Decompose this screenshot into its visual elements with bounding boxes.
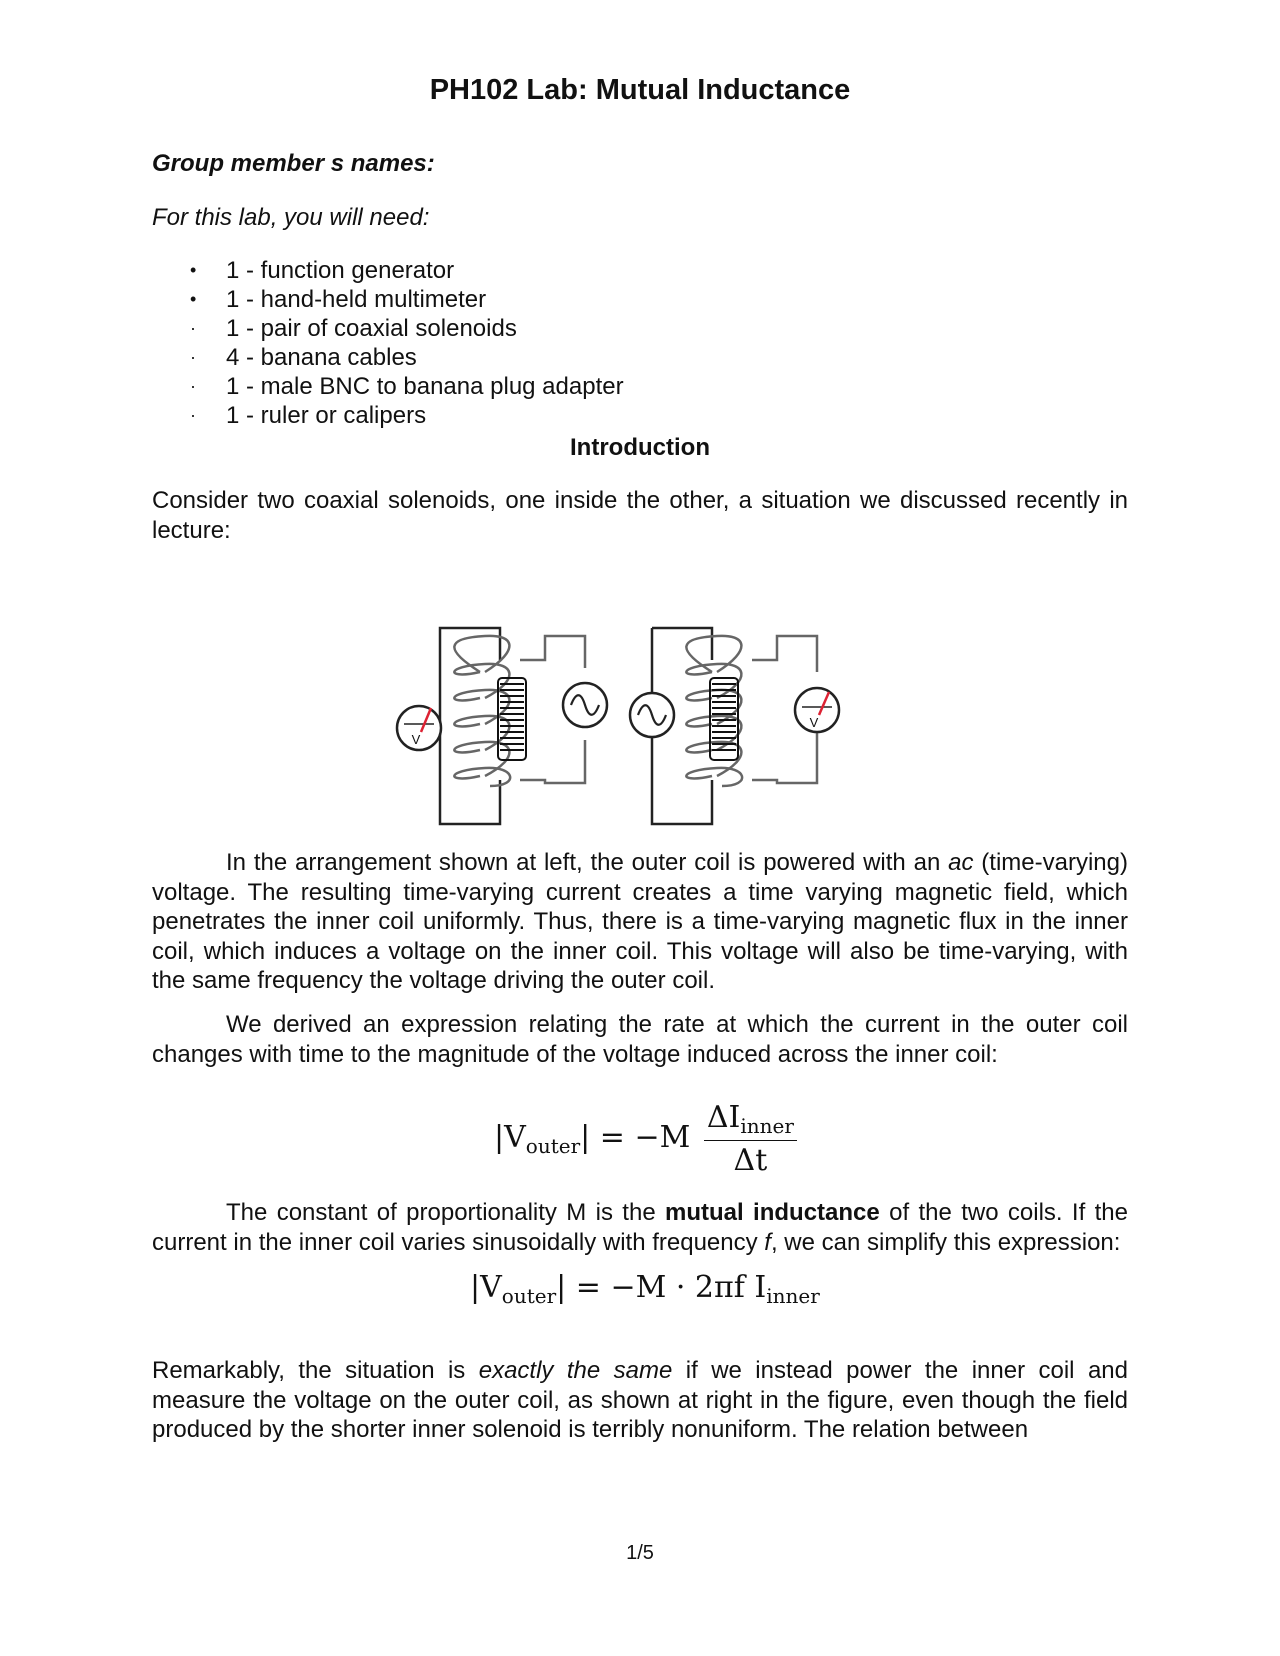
meter-lead-top (440, 628, 500, 727)
coaxial-solenoids-figure (380, 620, 900, 830)
introduction-heading: Introduction (570, 434, 710, 461)
inner-coil (710, 678, 738, 760)
right-arrangement (630, 628, 839, 824)
list-item-text: 1 - ruler or calipers (226, 402, 427, 429)
bullet: · (190, 376, 196, 396)
list-item (186, 401, 624, 430)
bullet: · (190, 405, 196, 425)
page-number: 1/5 (626, 1542, 654, 1564)
intro-paragraph: Consider two coaxial solenoids, one inside the other, a situation we discussed recently in lecture: (152, 487, 1128, 544)
bullet: · (190, 318, 196, 338)
list-item (186, 256, 624, 285)
paragraph-remarkably: Remarkably, the situation is exactly the same if we instead power the inner coil and measure the voltage on the outer coil, as shown at right in the figure, even though the field produced by the shorter inner solenoid is terribly nonuniform. The relation between (152, 1357, 1128, 1443)
list-item (186, 372, 624, 401)
bullet: • (190, 260, 197, 280)
meter-label: V (809, 715, 819, 730)
fraction: $\frac{\Delta I_{inner}}{\Delta t}$ (704, 1100, 797, 1178)
list-item-text: 1 - hand-held multimeter (226, 286, 487, 313)
list-item-text: 1 - function generator (226, 257, 455, 284)
list-item (186, 285, 624, 314)
equipment-list (186, 256, 624, 430)
list-item (186, 343, 624, 372)
inner-coil (498, 678, 526, 760)
equipment-intro: For this lab, you will need: (152, 204, 430, 231)
list-item (186, 314, 624, 343)
list-item-text: 1 - male BNC to banana plug adapter (226, 373, 624, 400)
equation-sinusoidal: $|V_{outer}| = -M \cdot 2\pi f$ $I_{inner}$ (470, 1270, 820, 1308)
group-members-label: Group member s names: (152, 150, 435, 177)
paragraph-arrangement: In the arrangement shown at left, the outer coil is powered with an ac (time-varying) voltage. The resulting time-varying current creates a time varying magnetic field, which penetrates the inner coil uniformly. Thus, there is a time-varying magnetic flux in the inner coil, which induces a voltage on the inner coil. This voltage will also be time-varying, with the same frequency the voltage driving the outer coil. (152, 849, 1128, 994)
left-arrangement (397, 628, 607, 824)
list-item-text: 1 - pair of coaxial solenoids (226, 315, 517, 342)
list-item-text: 4 - banana cables (226, 344, 417, 371)
paragraph-derivation: We derived an expression relating the rate at which the current in the outer coil changes with time to the magnitude of the voltage induced across the inner coil: (152, 1011, 1128, 1068)
meter-label: V (411, 732, 421, 747)
equation-mutual-inductance: $|V_{outer}| = -M$ $\frac{\Delta I_{inner}}{\Delta t}$ (494, 1100, 797, 1178)
paragraph-constant: The constant of proportionality M is the mutual inductance of the two coils. If the current in the inner coil varies sinusoidally with frequency f, we can simplify this expression: (152, 1199, 1128, 1256)
bullet: · (190, 347, 196, 367)
page-title: PH102 Lab: Mutual Inductance (429, 74, 851, 106)
bullet: • (190, 289, 197, 309)
